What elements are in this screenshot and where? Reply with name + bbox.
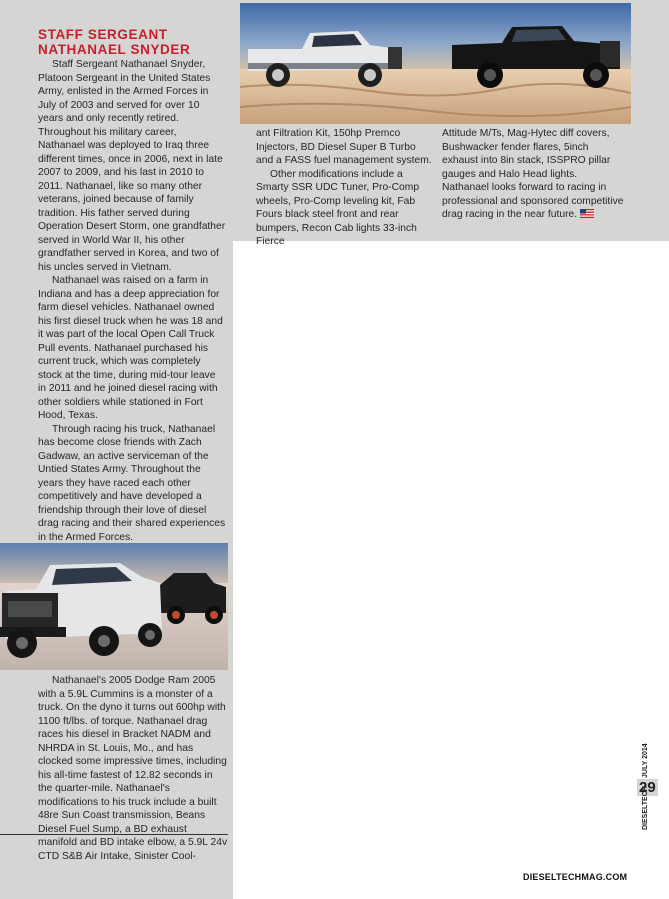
body-paragraph: [442, 127, 624, 222]
website-url: DIESELTECHMAG.COM: [523, 872, 628, 882]
closing-text: Attitude M/Ts, Mag-Hytec diff covers, Bushwacker fender flares, 5inch exhaust into 8in stack, ISSPRO pillar gauges and Halo Head lights. Nathanael looks forward to racing in professional and sponsored competitive drag racing in the near future.: [442, 128, 624, 220]
american-flag-icon: [580, 209, 594, 218]
article-heading: [38, 27, 228, 57]
dodge-ram-photo: [0, 543, 228, 670]
body-paragraph: Nathanael was raised on a farm in Indiana and has a deep appreciation for farm diesel vehicles. Nathanael owned his first diesel truck when he was 18 and it was part of the local Open Call Truck Pull events. Nathanael purchased his current truck, which was completely stock at the time, during mid-tour leave in 2011 and he joined diesel racing with other soldiers while stationed in Fort Hood, Texas.: [38, 275, 223, 421]
body-column-2: [256, 127, 432, 249]
magazine-name: DIESELTECH: [642, 786, 649, 830]
body-column-3: [442, 127, 624, 222]
body-paragraph: Staff Sergeant Nathanael Snyder, Platoon Sergeant in the United States Army, enlisted in the Armed Forces in July of 2003 and served for over 10 years and only recently retired. Throughout his military career, Nathanael was deployed to Iraq three different times, once in 2006, next in late 2007 to 2009, and his last in 2010 to 2011. Nathanael, like so many other veterans, joined because of family tradition. His father served during Operation Desert Storm, one grandfather served in World War II, his other grandfather served in Korea, and two of his uncles served in Vietnam.: [38, 59, 226, 273]
heading-line-2: NATHANAEL SNYDER: [38, 42, 191, 57]
body-paragraph: Through racing his truck, Nathanael has become close friends with Zach Gadwaw, an active serviceman of the Untied States Army. Throughout the years they have raced each other competitively and have developed a friendship through their love of diesel drag racing and their shared experiences in the Armed Forces.: [38, 423, 226, 543]
issue-date: JULY 2014: [642, 743, 649, 778]
divider-rule: [0, 834, 228, 835]
body-paragraph: Nathanael's 2005 Dodge Ram 2005 with a 5.9L Cummins is a monster of a truck. On the dyno it turns out 600hp with 1100 ft/lbs. of torque. Nathanael drag races his diesel in Bracket NADM and NHRDA in St. Louis, Mo., and has clocked some impressive times, including his all-time fastest of 12.82 seconds in the quarter-mile. Nathanael's modifications to his truck include a built 48re Sun Coast transmission, Beans Diesel Fuel Sump, a BD exhaust manifold and BD intake elbow, a 5.9L 24v CTD S&B Air Intake, Sinister Cool-: [38, 675, 228, 862]
page-number: 29: [639, 779, 656, 796]
trucks-on-beach-photo: [240, 3, 631, 124]
body-column-1: [38, 58, 226, 544]
body-paragraph: Other modifications include a Smarty SSR UDC Tuner, Pro-Comp wheels, Pro-Comp leveling kit, Fab Fours black steel front and rear bumpers, Recon Cab lights 33-inch Fierce: [256, 168, 420, 247]
body-paragraph: ant Filtration Kit, 150hp Premco Injectors, BD Diesel Super B Turbo and a FASS fuel management system.: [256, 128, 432, 166]
heading-line-1: STAFF SERGEANT: [38, 27, 168, 42]
